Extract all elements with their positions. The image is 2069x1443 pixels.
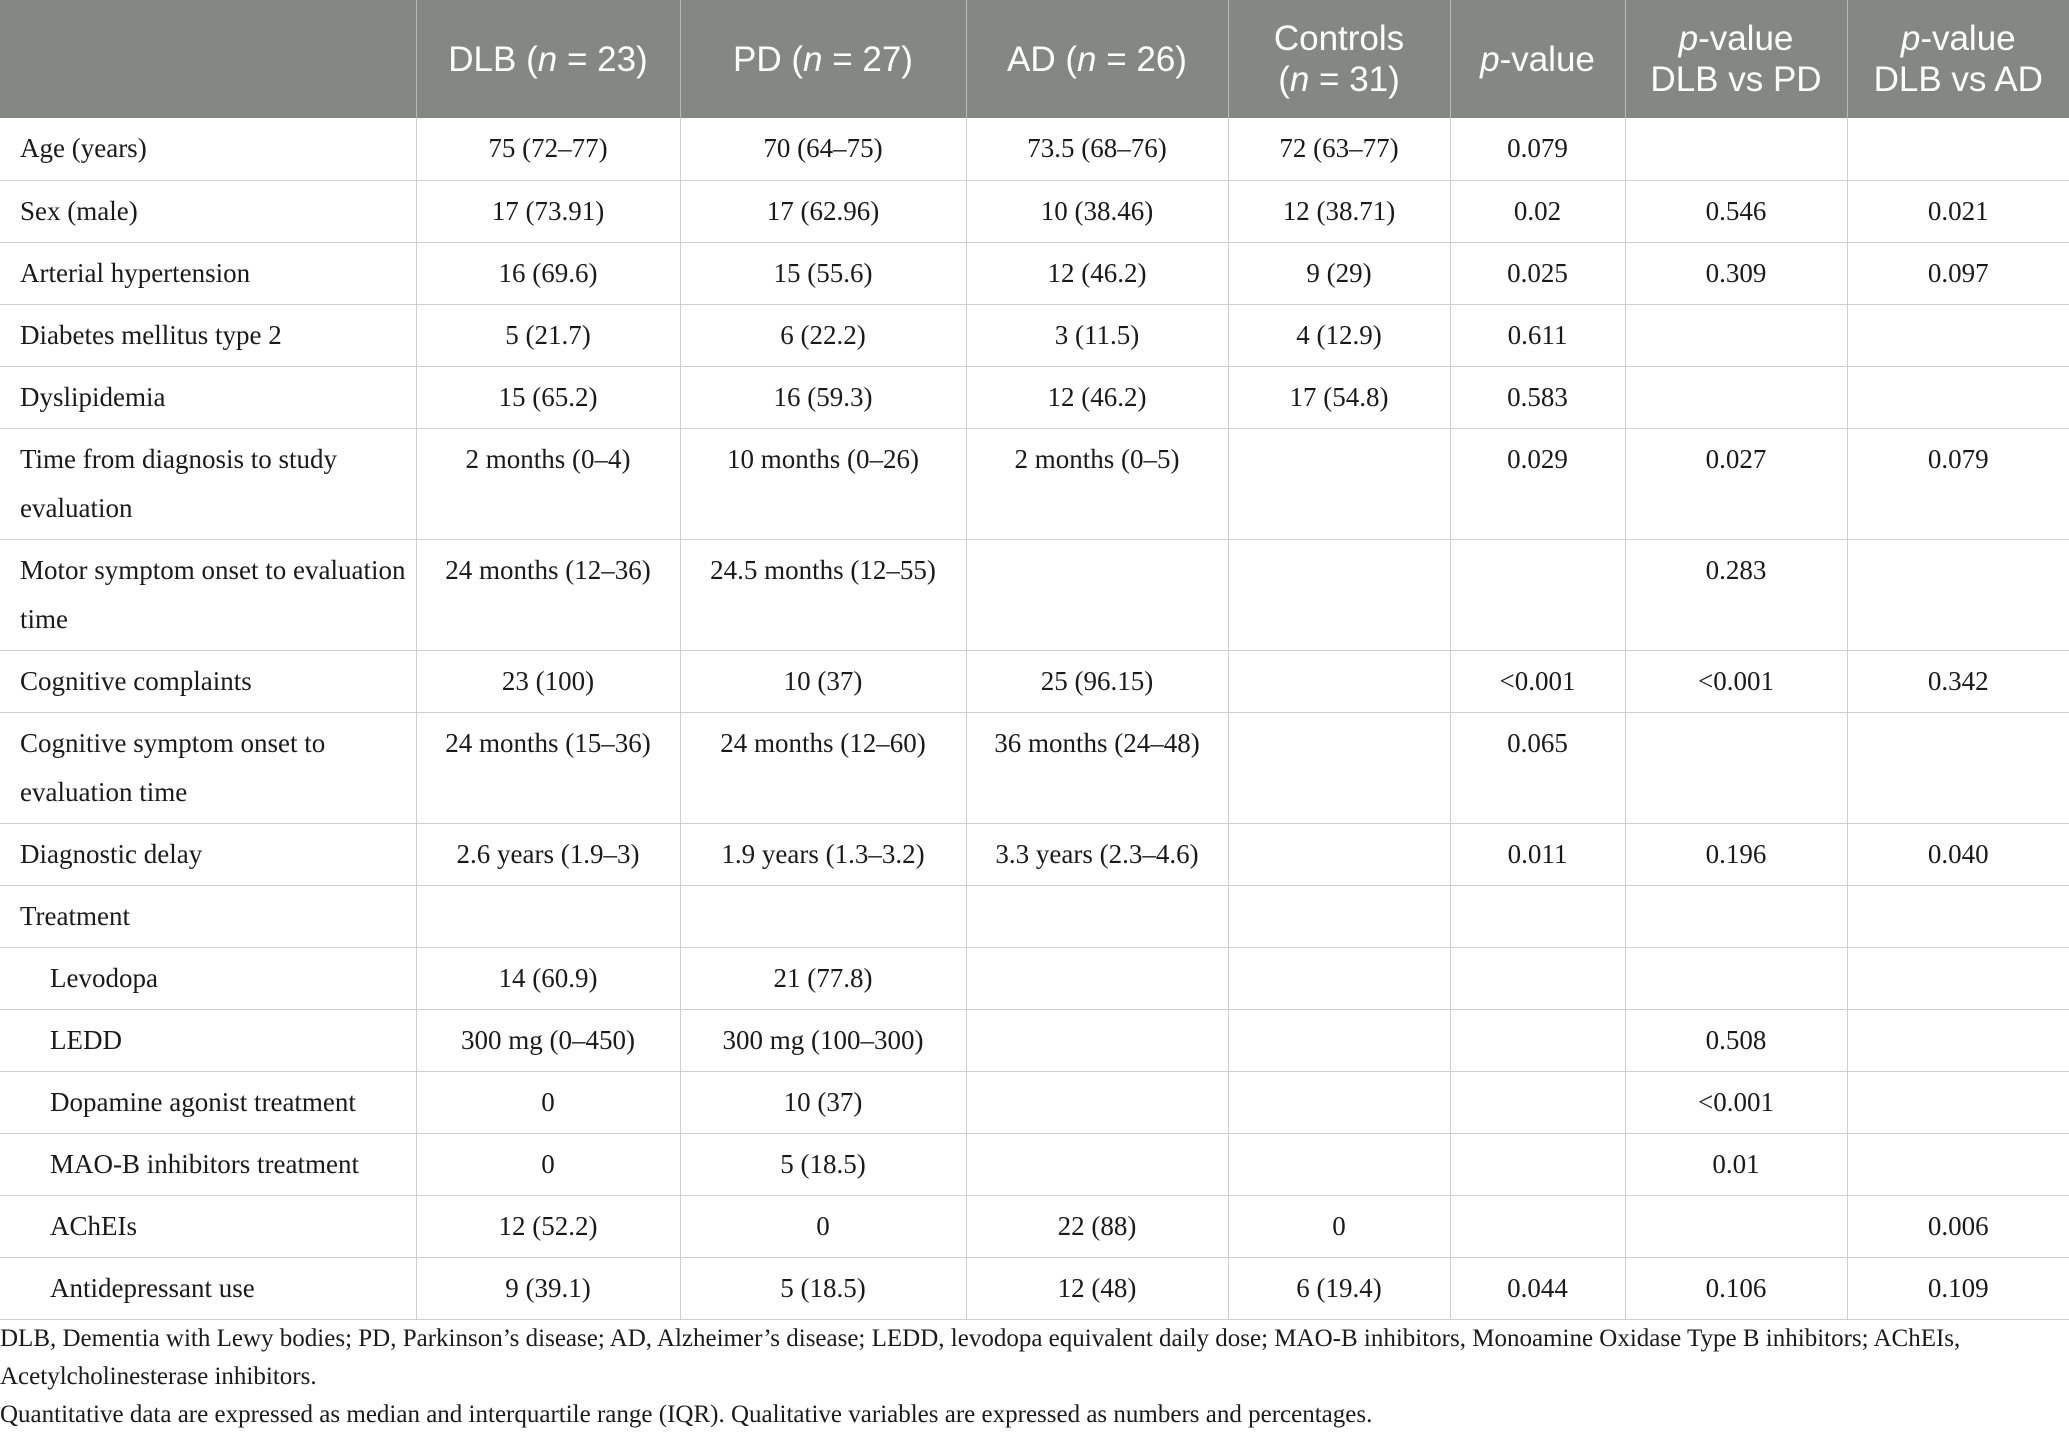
table-row	[0, 650, 2069, 712]
table-row	[0, 1009, 2069, 1071]
table-cell	[1847, 1071, 2069, 1133]
table-cell: 6 (19.4)	[1228, 1257, 1450, 1319]
table-cell: 72 (63–77)	[1228, 118, 1450, 180]
table-cell: 0.025	[1450, 242, 1625, 304]
table-cell: 0.583	[1450, 366, 1625, 428]
table-cell: 2 months (0–5)	[966, 428, 1228, 539]
table-cell: 16 (69.6)	[416, 242, 680, 304]
row-label: LEDD	[0, 1009, 416, 1071]
table-cell	[1228, 428, 1450, 539]
table-cell	[1847, 947, 2069, 1009]
table-cell: 2.6 years (1.9–3)	[416, 823, 680, 885]
abbreviations-footnote: DLB, Dementia with Lewy bodies; PD, Parkinson’s disease; AD, Alzheimer’s disease; LEDD, levodopa equivalent daily dose; MAO-B inhibitors, Monoamine Oxidase Type B inhibitors; AChEIs, Acetylcholinesterase inhibitors.	[0, 1325, 1961, 1390]
table-cell: 15 (55.6)	[680, 242, 966, 304]
table-cell: 70 (64–75)	[680, 118, 966, 180]
table-cell: 0.097	[1847, 242, 2069, 304]
table-cell: 2 months (0–4)	[416, 428, 680, 539]
row-label: Diabetes mellitus type 2	[0, 304, 416, 366]
table-cell: 0.021	[1847, 180, 2069, 242]
table-cell: 300 mg (0–450)	[416, 1009, 680, 1071]
table-cell	[966, 885, 1228, 947]
table-cell: 10 months (0–26)	[680, 428, 966, 539]
table-cell: 0.109	[1847, 1257, 2069, 1319]
table-cell: 17 (62.96)	[680, 180, 966, 242]
table-cell: 5 (18.5)	[680, 1257, 966, 1319]
table-cell: 5 (21.7)	[416, 304, 680, 366]
table-row	[0, 885, 2069, 947]
table-cell	[1450, 539, 1625, 650]
table-cell: 24 months (12–60)	[680, 712, 966, 823]
row-label: Dopamine agonist treatment	[0, 1071, 416, 1133]
table-cell: 0.283	[1625, 539, 1847, 650]
table-cell	[1847, 1133, 2069, 1195]
row-label: Sex (male)	[0, 180, 416, 242]
table-body	[0, 118, 2069, 1319]
table-cell: 0	[1228, 1195, 1450, 1257]
table-cell: 10 (37)	[680, 650, 966, 712]
table-cell	[966, 1009, 1228, 1071]
table-cell	[1625, 885, 1847, 947]
table-footnotes	[0, 1320, 2060, 1434]
row-label: MAO-B inhibitors treatment	[0, 1133, 416, 1195]
table-row	[0, 947, 2069, 1009]
table-cell	[416, 885, 680, 947]
table-cell: 12 (46.2)	[966, 366, 1228, 428]
row-label: Age (years)	[0, 118, 416, 180]
table-cell: 0.546	[1625, 180, 1847, 242]
table-cell	[1847, 118, 2069, 180]
table-cell	[1847, 885, 2069, 947]
table-cell	[1228, 1009, 1450, 1071]
table-cell: 6 (22.2)	[680, 304, 966, 366]
table-cell	[1228, 650, 1450, 712]
header-text: DLB (n = 23)	[448, 39, 648, 79]
table-row	[0, 304, 2069, 366]
table-cell: 17 (54.8)	[1228, 366, 1450, 428]
table-cell	[1625, 947, 1847, 1009]
table-cell	[1450, 947, 1625, 1009]
table-cell: <0.001	[1625, 1071, 1847, 1133]
row-label: Cognitive symptom onset to evaluation time	[0, 712, 416, 823]
table-row	[0, 823, 2069, 885]
table-cell	[1450, 1133, 1625, 1195]
table-cell: 25 (96.15)	[966, 650, 1228, 712]
header-cell-dlb	[416, 0, 680, 118]
row-label: Dyslipidemia	[0, 366, 416, 428]
table-cell: 24 months (12–36)	[416, 539, 680, 650]
table-cell	[1625, 366, 1847, 428]
table-cell: 5 (18.5)	[680, 1133, 966, 1195]
header-text: Controls	[1273, 19, 1405, 58]
header-cell-pd	[680, 0, 966, 118]
table-cell: 0	[416, 1071, 680, 1133]
row-label: Time from diagnosis to study evaluation	[0, 428, 416, 539]
table-cell: 9 (29)	[1228, 242, 1450, 304]
table-cell: 0	[416, 1133, 680, 1195]
table-cell	[1228, 712, 1450, 823]
table-cell: 75 (72–77)	[416, 118, 680, 180]
table-row	[0, 1195, 2069, 1257]
table-cell	[1450, 1195, 1625, 1257]
row-label: Levodopa	[0, 947, 416, 1009]
table-cell: 9 (39.1)	[416, 1257, 680, 1319]
table-cell	[1847, 539, 2069, 650]
table-row	[0, 539, 2069, 650]
table-cell: 0.027	[1625, 428, 1847, 539]
table-cell	[1847, 366, 2069, 428]
row-label: AChEIs	[0, 1195, 416, 1257]
table-row	[0, 366, 2069, 428]
table-cell: 0.342	[1847, 650, 2069, 712]
table-cell: 0.079	[1847, 428, 2069, 539]
table-cell	[1450, 1009, 1625, 1071]
table-cell	[966, 539, 1228, 650]
table-cell	[1228, 1133, 1450, 1195]
table-cell	[1228, 947, 1450, 1009]
table-cell	[1228, 885, 1450, 947]
table-cell: 17 (73.91)	[416, 180, 680, 242]
table-cell: 10 (38.46)	[966, 180, 1228, 242]
header-cell-p-value	[1450, 0, 1625, 118]
data-note-footnote: Quantitative data are expressed as median and interquartile range (IQR). Qualitative variables are expressed as numbers and percentages.	[0, 1401, 1373, 1428]
table-cell: 0.01	[1625, 1133, 1847, 1195]
header-cell-variable	[0, 0, 416, 118]
table-cell: <0.001	[1450, 650, 1625, 712]
row-label: Arterial hypertension	[0, 242, 416, 304]
table-cell: 300 mg (100–300)	[680, 1009, 966, 1071]
table-cell	[1847, 304, 2069, 366]
table-cell: 14 (60.9)	[416, 947, 680, 1009]
table-cell	[1450, 1071, 1625, 1133]
row-label: Antidepressant use	[0, 1257, 416, 1319]
table-cell: 24 months (15–36)	[416, 712, 680, 823]
table-row	[0, 1133, 2069, 1195]
table-cell	[1228, 823, 1450, 885]
table-row	[0, 712, 2069, 823]
table-cell: 0.611	[1450, 304, 1625, 366]
table-header	[0, 0, 2069, 118]
table-cell: 21 (77.8)	[680, 947, 966, 1009]
table-cell: 3.3 years (2.3–4.6)	[966, 823, 1228, 885]
table-cell: 15 (65.2)	[416, 366, 680, 428]
table-row	[0, 1071, 2069, 1133]
table-cell: 24.5 months (12–55)	[680, 539, 966, 650]
table-cell	[1847, 1009, 2069, 1071]
header-text: p-value	[1900, 19, 2016, 58]
table-cell: 0.196	[1625, 823, 1847, 885]
table-cell	[966, 947, 1228, 1009]
header-text: PD (n = 27)	[733, 39, 913, 79]
table-cell: 0.106	[1625, 1257, 1847, 1319]
table-cell	[1228, 539, 1450, 650]
table-cell: 0	[680, 1195, 966, 1257]
table-cell: 36 months (24–48)	[966, 712, 1228, 823]
table-cell: 0.040	[1847, 823, 2069, 885]
table-cell: 1.9 years (1.3–3.2)	[680, 823, 966, 885]
header-text: DLB vs PD	[1650, 60, 1822, 99]
table-cell	[966, 1133, 1228, 1195]
table-cell: 12 (46.2)	[966, 242, 1228, 304]
table-cell: 12 (48)	[966, 1257, 1228, 1319]
table-cell: 23 (100)	[416, 650, 680, 712]
table-cell: 0.011	[1450, 823, 1625, 885]
table-cell	[1625, 118, 1847, 180]
table-cell: 0.065	[1450, 712, 1625, 823]
table-cell: 16 (59.3)	[680, 366, 966, 428]
table-cell: 10 (37)	[680, 1071, 966, 1133]
table-cell: 3 (11.5)	[966, 304, 1228, 366]
table-row	[0, 242, 2069, 304]
table-row	[0, 1257, 2069, 1319]
header-text: p-value	[1678, 19, 1794, 58]
table-cell	[1847, 712, 2069, 823]
table-cell: 0.044	[1450, 1257, 1625, 1319]
table-cell: 4 (12.9)	[1228, 304, 1450, 366]
table-cell: <0.001	[1625, 650, 1847, 712]
table-cell: 12 (38.71)	[1228, 180, 1450, 242]
header-text: AD (n = 26)	[1007, 39, 1187, 79]
header-text: (n = 31)	[1278, 60, 1400, 99]
header-text: DLB vs AD	[1873, 60, 2043, 99]
row-label: Cognitive complaints	[0, 650, 416, 712]
table-cell	[1625, 712, 1847, 823]
row-label: Motor symptom onset to evaluation time	[0, 539, 416, 650]
header-cell-controls	[1228, 0, 1450, 118]
header-text: p-value	[1480, 39, 1595, 79]
table-cell: 0.029	[1450, 428, 1625, 539]
table-cell	[680, 885, 966, 947]
header-cell-p-dlb-vs-pd	[1625, 0, 1847, 118]
table-cell: 12 (52.2)	[416, 1195, 680, 1257]
header-row	[0, 0, 2069, 118]
table-cell	[966, 1071, 1228, 1133]
table-cell: 0.309	[1625, 242, 1847, 304]
table-cell: 0.006	[1847, 1195, 2069, 1257]
table-row	[0, 180, 2069, 242]
header-cell-p-dlb-vs-ad	[1847, 0, 2069, 118]
table-cell	[1228, 1071, 1450, 1133]
row-label: Treatment	[0, 885, 416, 947]
table-cell: 22 (88)	[966, 1195, 1228, 1257]
table-cell: 73.5 (68–76)	[966, 118, 1228, 180]
table-cell	[1450, 885, 1625, 947]
table-cell: 0.079	[1450, 118, 1625, 180]
table-row	[0, 118, 2069, 180]
table-cell: 0.02	[1450, 180, 1625, 242]
row-label: Diagnostic delay	[0, 823, 416, 885]
header-cell-ad	[966, 0, 1228, 118]
table-row	[0, 428, 2069, 539]
table-cell: 0.508	[1625, 1009, 1847, 1071]
table-cell	[1625, 304, 1847, 366]
table-cell	[1625, 1195, 1847, 1257]
